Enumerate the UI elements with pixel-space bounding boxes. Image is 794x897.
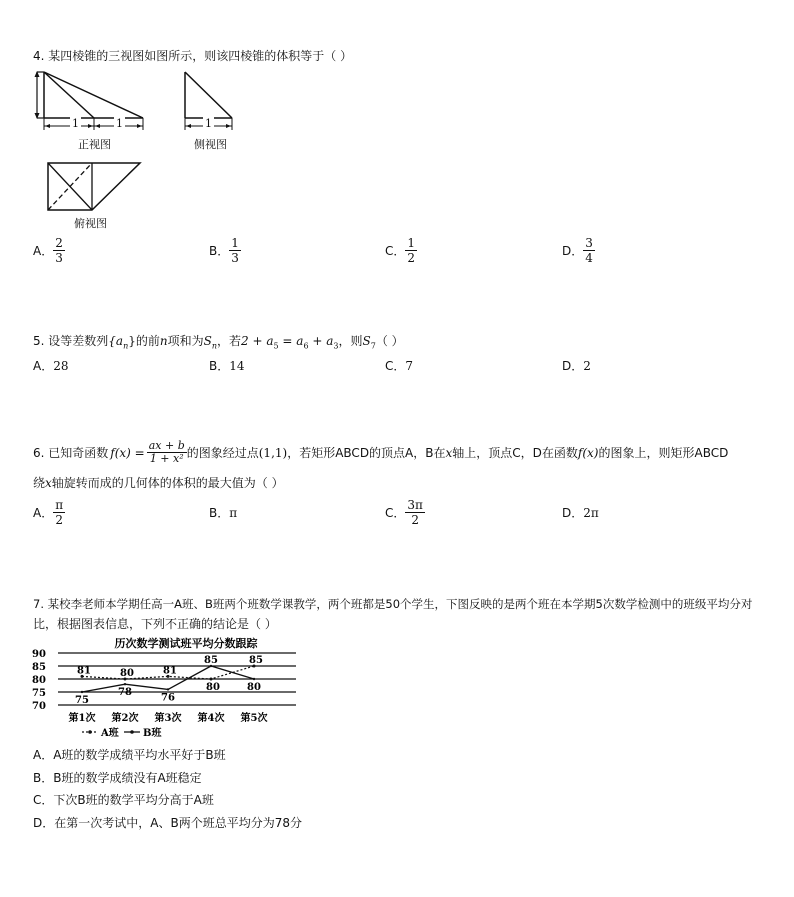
score-line-chart xyxy=(30,635,300,740)
data-label: 80 xyxy=(206,682,220,693)
x-tick-label: 第1次 xyxy=(68,713,96,724)
x-tick-label: 第2次 xyxy=(111,713,139,724)
data-point xyxy=(210,678,213,681)
q6-function-fraction: $\frac{ax + b}{\text{1 + x²}}$ xyxy=(148,439,185,465)
y-tick-label: 70 xyxy=(32,701,46,712)
q4-top-view-label: 俯视图 xyxy=(74,217,107,230)
q6-option-c-fraction: $\frac{3\pi}{2}$ xyxy=(407,498,423,527)
chart-y-ticks xyxy=(32,649,46,712)
y-tick-label: 80 xyxy=(32,675,46,686)
data-label: 76 xyxy=(161,692,175,704)
q4-dim-1c: 1 xyxy=(205,117,212,130)
chart-data-labels xyxy=(75,655,263,706)
q7-stem-line1: 7. 某校李老师本学期任高一A班、B班两个班数学课教学，两个班都是50个学生，下图反映的是两个班在本学期5次数学检测中的班级平均分对 xyxy=(33,597,753,611)
y-tick-label: 75 xyxy=(32,688,46,699)
legend-marker xyxy=(88,730,92,734)
data-point xyxy=(167,688,169,690)
chart-legend xyxy=(82,726,162,739)
q6-stem-line1: 6. 已知奇函数 f(x) = $\frac{ax + b}{\text{1 + x²}}$ 的图象经过点 (1,1) ，若矩形ABCD的顶点A，B在 x 轴上，顶点C，D在函数 f(x) 的图象上，则矩形ABCD xyxy=(33,439,729,465)
y-tick-label: 90 xyxy=(32,649,46,660)
data-label: 85 xyxy=(204,655,218,666)
q5-option-d[interactable]: D．2 xyxy=(562,359,591,373)
q7-option-c[interactable]: C．下次B班的数学平均分高于A班 xyxy=(33,793,214,807)
data-point xyxy=(124,683,126,685)
data-label: 75 xyxy=(75,695,89,706)
chart-x-ticks xyxy=(69,711,268,724)
y-tick-label: 85 xyxy=(32,662,46,673)
q5-option-c[interactable]: C．7 xyxy=(385,359,414,373)
q4-dim-1a: 1 xyxy=(72,117,79,130)
x-tick-label: 第4次 xyxy=(197,713,225,724)
data-point xyxy=(253,678,255,680)
q4-option-d[interactable]: D． $\frac{3}{4}$ xyxy=(562,236,593,265)
q6-option-b[interactable]: B．π xyxy=(209,506,238,520)
data-label: 85 xyxy=(249,655,263,666)
q4-option-a-fraction: $\frac{2}{3}$ xyxy=(55,236,63,265)
x-tick-label: 第3次 xyxy=(154,713,182,724)
q7-option-b[interactable]: B．B班的数学成绩没有A班稳定 xyxy=(33,771,202,785)
q6-option-c[interactable]: C． $\frac{3\pi}{2}$ xyxy=(385,498,423,527)
q4-option-a[interactable]: A． $\frac{2}{3}$ xyxy=(33,236,63,265)
x-tick-label: 第5次 xyxy=(240,713,268,724)
q7-stem-line2: 比，根据图表信息，下列不正确的结论是（ ） xyxy=(33,617,277,631)
q4-dim-1b: 1 xyxy=(116,117,123,130)
q4-option-d-fraction: $\frac{3}{4}$ xyxy=(585,236,593,265)
q4-side-view-label: 侧视图 xyxy=(194,138,227,151)
q4-front-view-label: 正视图 xyxy=(78,138,111,151)
q4-front-view-figure xyxy=(33,66,148,138)
data-label: 78 xyxy=(118,687,132,699)
q5-stem: 5. 设等差数列$\{a_n\}$的前n项和为$S_n$，若$2 + a_5 = a_6 + a_3$，则$S_7$（ ） xyxy=(33,334,404,351)
legend-label-b: B班 xyxy=(143,728,162,739)
q5-option-a[interactable]: A．28 xyxy=(33,359,69,373)
q7-option-a[interactable]: A．A班的数学成绩平均水平好于B班 xyxy=(33,748,226,762)
q4-option-b[interactable]: B． $\frac{1}{3}$ xyxy=(209,236,239,265)
data-label: 80 xyxy=(120,668,134,679)
q4-option-c-fraction: $\frac{1}{2}$ xyxy=(407,236,416,265)
data-label: 81 xyxy=(163,665,177,677)
chart-title: 历次数学测试班平均分数跟踪 xyxy=(114,637,258,650)
q5-option-b[interactable]: B．14 xyxy=(209,359,245,373)
legend-label-a: A班 xyxy=(101,728,119,739)
q6-option-a[interactable]: A． $\frac{\pi}{2}$ xyxy=(33,498,64,527)
q4-option-b-fraction: $\frac{1}{3}$ xyxy=(231,236,239,265)
q6-stem-line2: 绕x轴旋转而成的几何体的体积的最大值为（ ） xyxy=(33,476,284,490)
q6-option-d[interactable]: D．2π xyxy=(562,506,599,520)
data-label: 80 xyxy=(247,682,261,693)
q7-option-d[interactable]: D．在第一次考试中，A、B两个班总平均分为78分 xyxy=(33,816,302,830)
q4-top-view-figure xyxy=(44,158,144,214)
q4-option-c[interactable]: C． $\frac{1}{2}$ xyxy=(385,236,416,265)
legend-marker xyxy=(130,730,134,734)
data-point xyxy=(81,691,83,693)
q4-stem: 4. 某四棱锥的三视图如图所示，则该四棱锥的体积等于（ ） xyxy=(33,49,353,63)
q6-option-a-fraction: $\frac{\pi}{2}$ xyxy=(55,498,64,527)
data-label: 81 xyxy=(77,665,91,677)
